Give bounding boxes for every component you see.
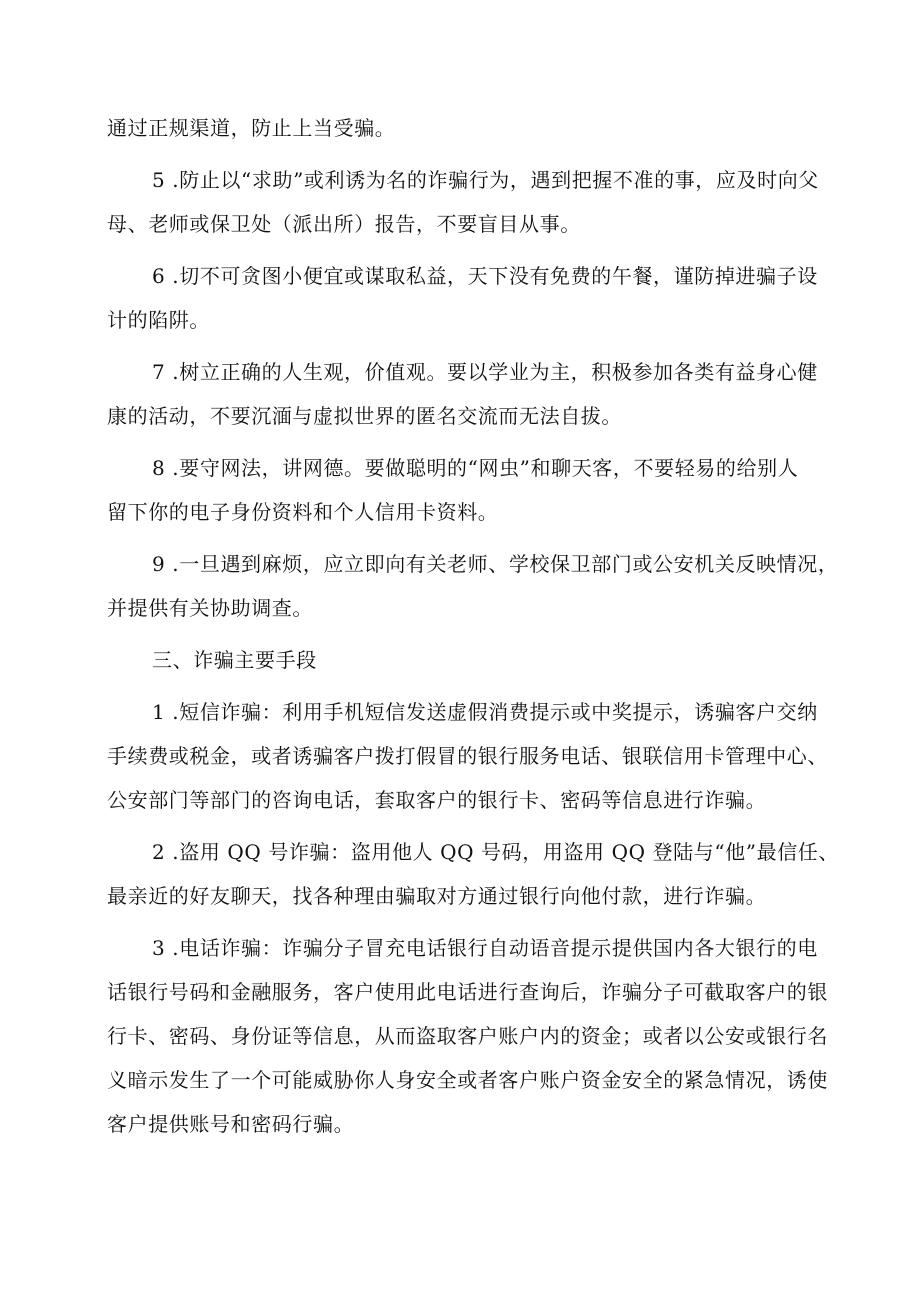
text-line: 计的陷阱。 <box>107 308 210 332</box>
text-line: 1 .短信诈骗：利用手机短信发送虚假消费提示或中奖提示，诱骗客户交纳 <box>152 700 818 724</box>
paragraph <box>107 106 827 150</box>
paragraph <box>107 446 827 534</box>
paragraph-gap <box>107 918 827 926</box>
paragraph <box>107 926 827 1146</box>
paragraph-gap <box>107 534 827 542</box>
paragraph-gap <box>107 246 827 254</box>
paragraph-gap <box>107 438 827 446</box>
text-line: 6 .切不可贪图小便宜或谋取私益，天下没有免费的午餐，谨防掉进骗子设 <box>152 264 818 288</box>
paragraph <box>107 638 827 682</box>
paragraph-gap <box>107 150 827 158</box>
text-line: 行卡、密码、身份证等信息，从而盗取客户账户内的资金；或者以公安或银行名 <box>107 1024 828 1048</box>
text-line: 公安部门等部门的咨询电话，套取客户的银行卡、密码等信息进行诈骗。 <box>107 788 767 812</box>
text-line: 留下你的电子身份资料和个人信用卡资料。 <box>107 500 499 524</box>
text-line: 8 .要守网法，讲网德。要做聪明的“网虫”和聊天客，不要轻易的给别人 <box>152 456 799 480</box>
text-line: 义暗示发生了一个可能威胁你人身安全或者客户账户资金安全的紧急情况，诱使 <box>107 1068 828 1092</box>
text-line: 母、老师或保卫处（派出所）报告，不要盲目从事。 <box>107 212 581 236</box>
text-line: 通过正规渠道，防止上当受骗。 <box>107 116 396 140</box>
text-line: 康的活动，不要沉湎与虚拟世界的匿名交流而无法自拔。 <box>107 404 622 428</box>
text-line: 手续费或税金，或者诱骗客户拨打假冒的银行服务电话、银联信用卡管理中心、 <box>107 744 828 768</box>
paragraph-gap <box>107 342 827 350</box>
paragraph <box>107 690 827 822</box>
paragraph-gap <box>107 630 827 638</box>
text-line: 2 .盗用 QQ 号诈骗：盗用他人 QQ 号码，用盗用 QQ 登陆与“他”最信任、 <box>152 840 840 864</box>
paragraph <box>107 254 827 342</box>
text-line: 话银行号码和金融服务，客户使用此电话进行查询后，诈骗分子可截取客户的银 <box>107 980 828 1004</box>
text-line: 5 .防止以“求助”或利诱为名的诈骗行为，遇到把握不准的事，应及时向父 <box>152 168 819 192</box>
text-line: 最亲近的好友聊天，找各种理由骗取对方通过银行向他付款，进行诈骗。 <box>107 884 767 908</box>
text-line: 7 .树立正确的人生观，价值观。要以学业为主，积极参加各类有益身心健 <box>152 360 818 384</box>
text-line: 9 .一旦遇到麻烦，应立即向有关老师、学校保卫部门或公安机关反映情况， <box>152 552 839 576</box>
paragraph <box>107 350 827 438</box>
document-body <box>107 106 840 1146</box>
paragraph <box>107 830 840 918</box>
text-line: 并提供有关协助调查。 <box>107 596 313 620</box>
paragraph <box>107 158 827 246</box>
paragraph-gap <box>107 682 827 690</box>
text-line: 3 .电话诈骗：诈骗分子冒充电话银行自动语音提示提供国内各大银行的电 <box>152 936 818 960</box>
text-line: 三、诈骗主要手段 <box>152 648 317 672</box>
text-line: 客户提供账号和密码行骗。 <box>107 1112 355 1136</box>
paragraph-gap <box>107 822 827 830</box>
paragraph <box>107 542 839 630</box>
